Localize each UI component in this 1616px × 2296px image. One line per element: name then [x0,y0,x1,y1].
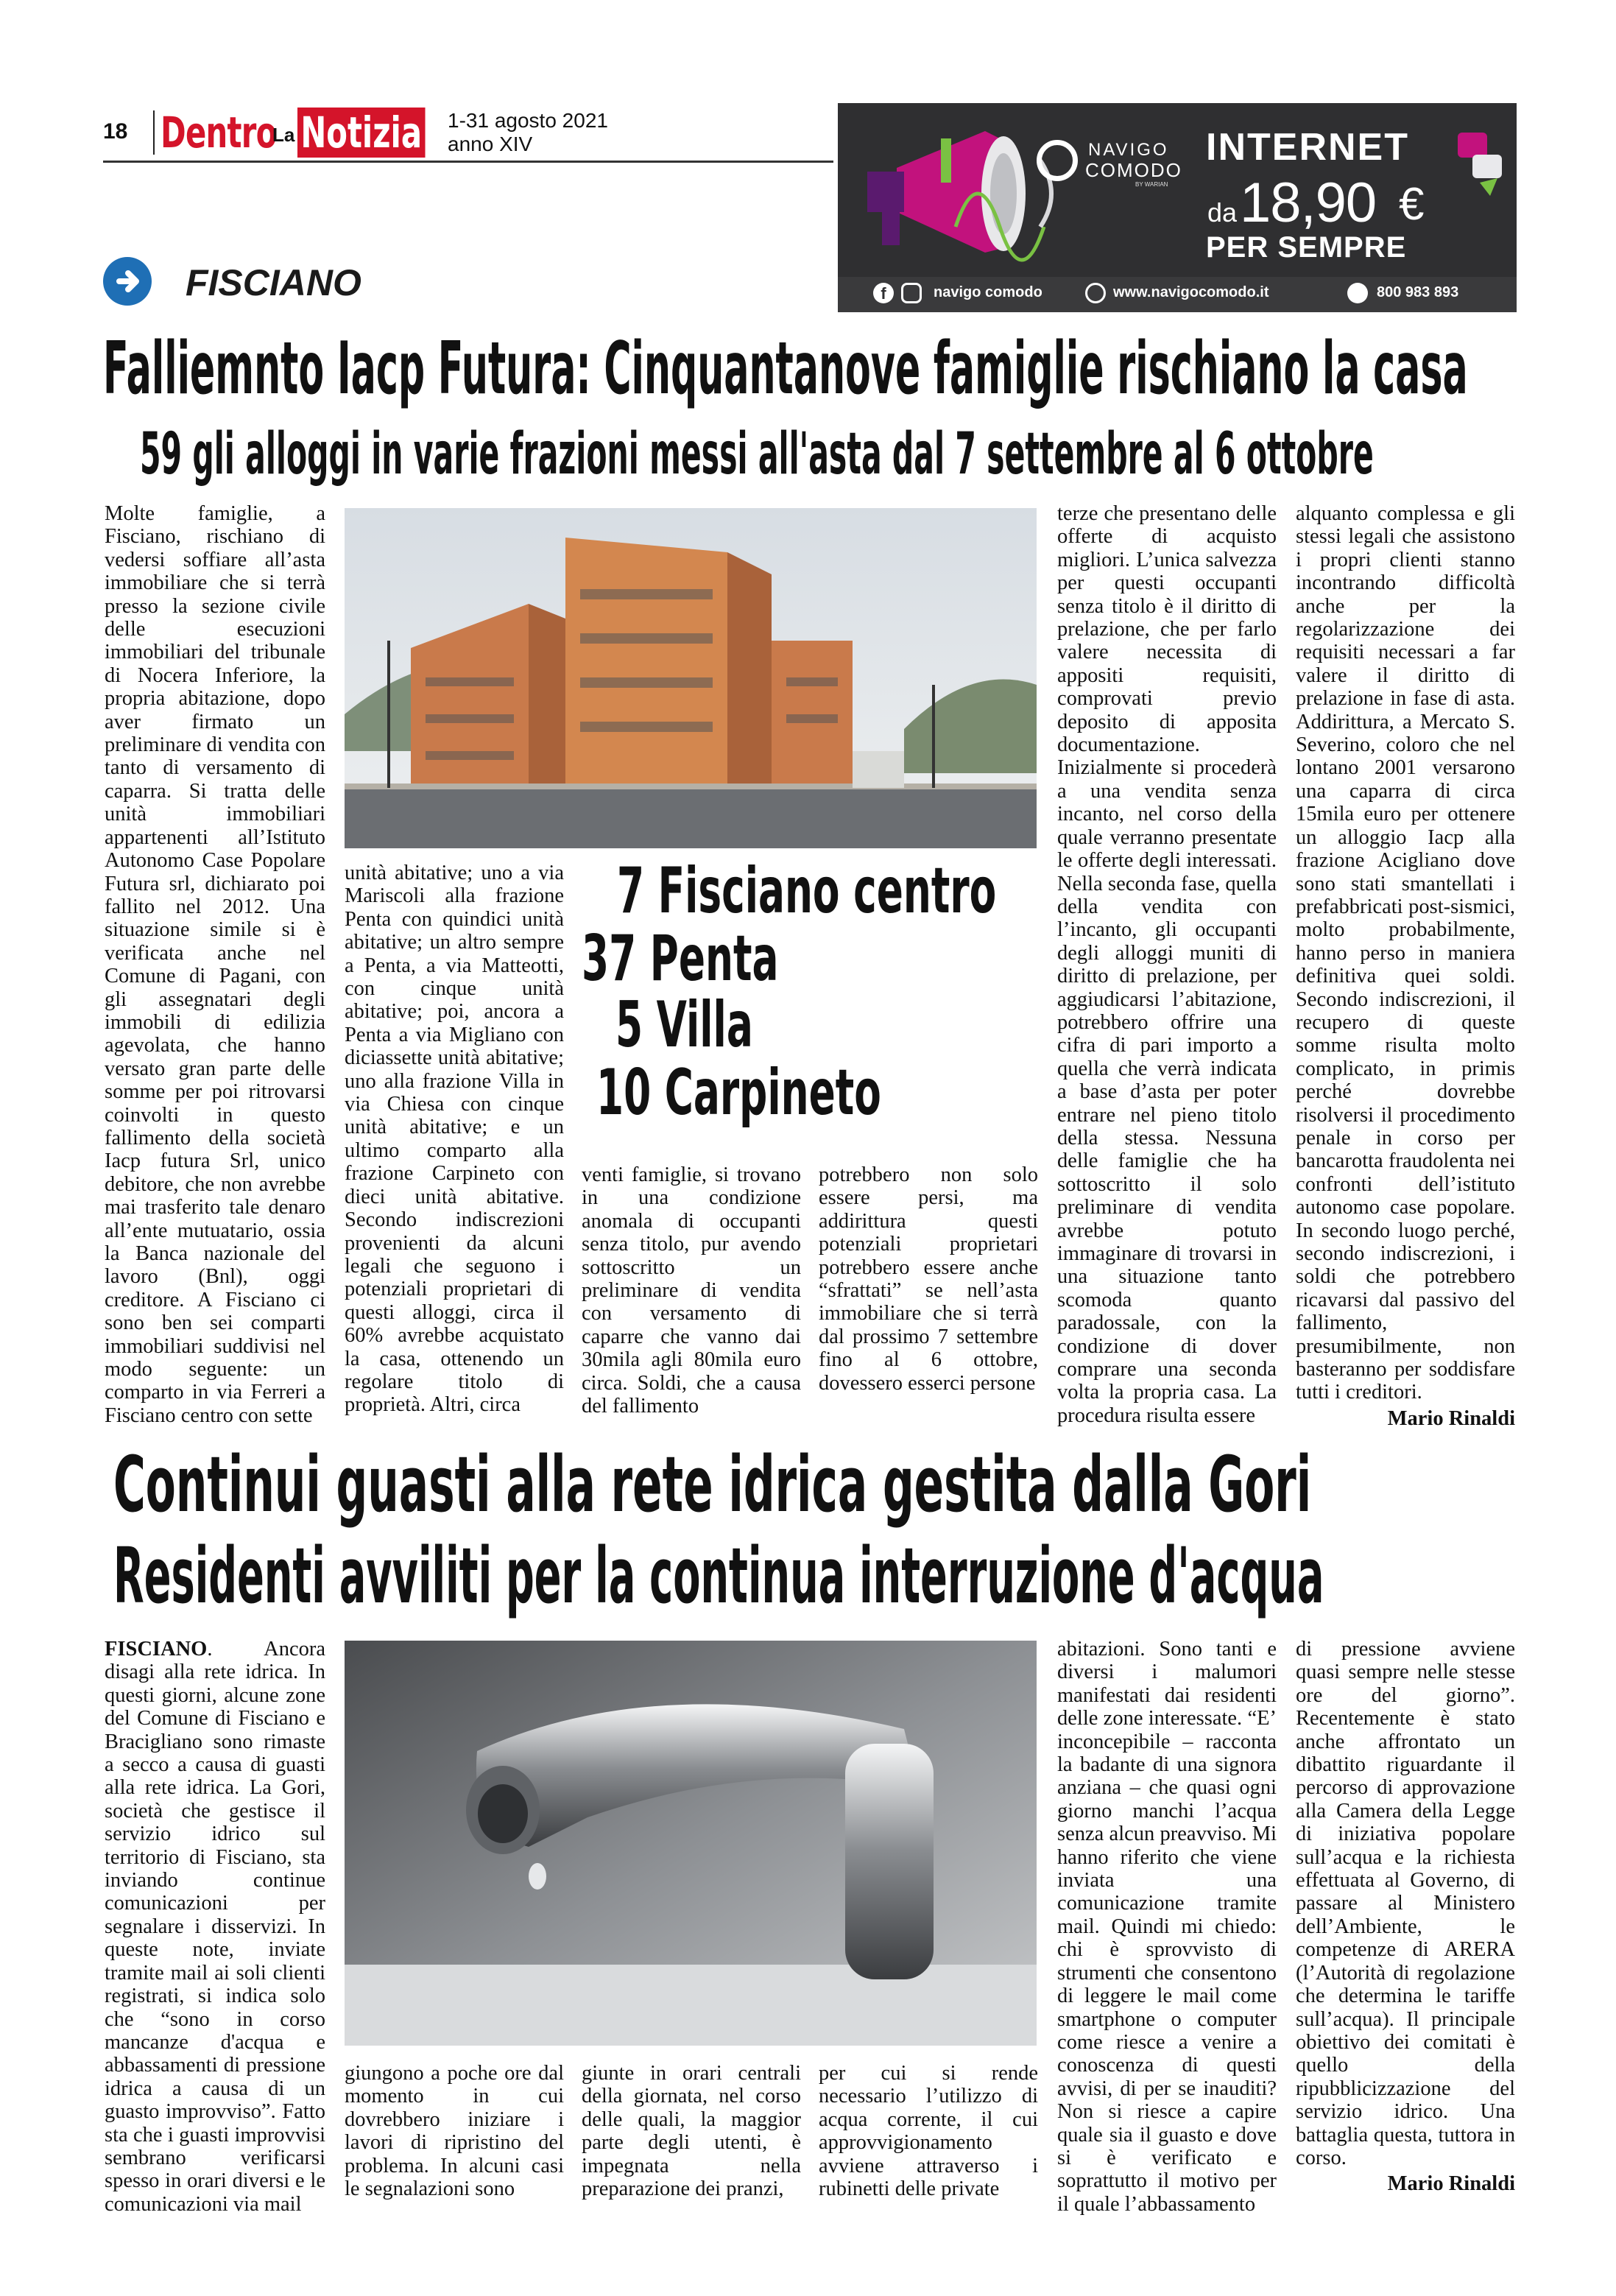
ad-phone[interactable]: 800 983 893 [1377,284,1459,300]
issue-date: 1-31 agosto 2021 [448,109,608,132]
article2-title: Continui guasti alla rete idrica gestita dalla Gori [113,1440,1312,1529]
instagram-icon[interactable] [901,283,922,303]
phone-icon [1347,283,1368,303]
article1-col5 [1057,502,1277,1427]
page-number: 18 [103,119,128,144]
article2-col6-text: di pressione avviene quasi sempre nelle stesse ore del giorno”. Recentemente è stato anche affrontato un dibattito riguardante il percorso di approvazione alla Camera della Legge di iniziativa popolare sull’acqua e la richiesta effettuata al Governo, di passare al Ministero dell’Ambiente, le competenze di ARERA (l’Autorità di regolazione che determina le tariffe sull’acqua). Il principale obiettivo dei comitati è quello della ripubblicizzazione del servizio idrico. Una battaglia questa, tuttora in corso. [1296,1638,1515,2169]
article2-col1-text: . Ancora disagi alla rete idrica. In questi giorni, alcune zone del Comune di Fisciano e Bracigliano sono rimaste a secco a causa di guasti alla rete idrica. La Gori, società che gestisce il servizio idrico sul territorio di Fisciano, sta inviando continue comunicazioni per segnalare i disservizi. In queste note, inviate tramite mail ai soli clienti registrati, si indica solo che “sono in corso mancanze d'acqua e abbassamenti di pressione idrica a causa di un guasto improvviso”. Fatto sta che i guasti improvvisi sembrano verificarsi spesso in orari diversi e le comunicazioni via mail [105,1638,325,2216]
navigo-comodo-ad[interactable] [838,103,1517,312]
article1-title: Falliemnto Iacp Futura: Cinquantanove famiglie rischiano la casa [103,327,1468,411]
logo-la: La [272,124,295,146]
logo-dentro: Dentro [160,108,277,158]
article1-subtitle: 59 gli alloggi in varie frazioni messi all'asta dal 7 settembre al 6 ottobre [140,421,1374,487]
faucet-photo [345,1641,1037,2046]
article1-col1-text: Molte famiglie, a Fisciano, rischiano di vedersi soffiare all’asta immobiliare che si terrà presso la sezione civile delle esecuzioni immobiliari del tribunale di Nocera Inferiore, la propria abitazione, dopo aver firmato un preliminare di vendita con tanto di versamento di caparra. Si tratta delle unità immobiliari appartenenti all’Istituto Autonomo Case Popolare Futura srl, dichiarato poi fallito nel 2012. Una situazione simile si è verificata anche nel Comune di Pagani, con gli assegnatari degli immobili di edilizia agevolata, che hanno versato gran parte delle somme per poi ritrovarsi coinvolti in questo fallimento della società Iacp futura Srl, unico debitore, che non avrebbe mai trasferito tale denaro all’ente mutuatario, ossia la Banca nazionale del lavoro (Bnl), oggi creditore. A Fisciano ci sono ben sei comparti immobiliari suddivisi nel modo seguente: un comparto in via Ferreri a Fisciano centro con sette [105,502,325,1427]
article2-col1 [105,1638,325,2216]
ad-brand-line2: COMODO [1085,159,1182,181]
article2-col2-text: giungono a poche ore dal momento in cui dovrebbero iniziare i lavori di ripristino del problema. In alcuni casi le segnalazioni sono [345,2062,564,2201]
callout-line-villa: 5 Villa [615,988,753,1062]
section-label: FISCIANO [186,262,361,303]
ad-currency: € [1399,179,1425,230]
article1-col4-text: potrebbero non solo essere persi, ma addirittura questi potenziali proprietari potrebbero essere anche “sfrattati” se nell’asta immobiliare che si terrà dal prossimo 7 settembre fino al 6 ottobre, dovessero esserci persone [819,1163,1038,1395]
ad-headline: INTERNET [1206,126,1409,169]
header-rule [103,161,833,163]
article1-col2 [345,862,564,1417]
ad-price: 18,90 [1240,172,1377,234]
ad-brand-tiny: BY WARIAN [1135,181,1168,188]
globe-icon [1085,283,1106,303]
megaphone-icon [853,116,1095,264]
article1-col4 [819,1163,1038,1396]
callout-line-penta: 37 Penta [582,922,779,996]
speech-bubble-icon [1455,130,1506,196]
facebook-icon[interactable]: f [873,283,894,303]
article2-col6 [1296,1638,1515,2196]
article2-col5 [1057,1638,1277,2216]
ad-brand-line1: NAVIGO [1088,140,1169,160]
article1-col6 [1296,502,1515,1430]
callout-line-fisciano: 7 Fisciano centro [617,854,997,928]
article1-col6-text: alquanto complessa e gli stessi legali che assistono i propri clienti stanno incontrando difficoltà anche per la regolarizzazione dei requisiti necessari a far valere il diritto di prelazione in fase di asta. Addirittura, a Mercato S. Severino, coloro che nel lontano 2001 versarono una caparra di circa 15mila euro per ottenere un alloggio Iacp alla frazione Acigliano dove sono stati smantellati i prefabbricati post-sismici, molto probabilmente, hanno perso in maniera definitiva quei soldi. Secondo indiscrezioni, il recupero di queste somme risulta molto complicato, in primis perché dovrebbe risolversi il procedimento penale in corso per bancarotta fraudolenta nei confronti dell’istituto autonomo case popolare. In secondo luogo perché, secondo indiscrezioni, i soldi che potrebbero ricavarsi dal passivo del fallimento, presumibilmente, non basteranno per soddisfare tutti i creditori. [1296,502,1515,1404]
alloggi-callout [582,854,1038,1134]
article2-col5-text: abitazioni. Sono tanti e diversi i malumori manifestati dai residenti delle zone interessate. “E’ inconcepibile – racconta la badante di una signora anziana – che quasi ogni giorno manchi l’acqua senza alcun preavviso. Mi hanno riferito che viene inviata una comunicazione tramite mail. Quindi mi chiedo: chi è sprovvisto di strumenti che consentono di leggere le mail come smartphone o computer come riesce a venire a conoscenza di questi avvisi, di per se inauditi? Non si riesce a capire quale sia il guasto e dove si è verificato e soprattutto il motivo per il quale l’abbassamento [1057,1638,1277,2216]
logo-notizia: Notizia [297,108,425,158]
article2-col4-text: per cui si rende necessario l’utilizzo di acqua corrente, il cui approvvigionamento avviene attraverso i rubinetti delle private [819,2062,1038,2201]
ad-website[interactable]: www.navigocomodo.it [1113,284,1269,300]
article2-col3-text: giunte in orari centrali della giornata, nel corso delle quali, la maggior parte degli utenti, è impegnata nella preparazione dei pranzi, [582,2062,801,2201]
issue-number: anno XIV [448,133,533,155]
article2-col4 [819,2062,1038,2201]
article1-col2-text: unità abitative; uno a via Mariscoli alla frazione Penta con quindici unità abitative; un altro sempre a Penta, a via Matteotti, con cinque unità abitative; poi, ancora a Penta a via Migliano con diciassette unità abitative; uno alla frazione Villa in via Chiesa con cinque unità abitative; e un ultimo comparto alla frazione Carpineto con dieci unità abitative. Secondo indiscrezioni provenienti da alcuni legali che seguono i potenziali proprietari di questi alloggi, circa il 60% avrebbe acquistato la casa, ottenendo un regolare titolo di proprietà. Altri, circa [345,862,564,1417]
building-photo [345,508,1037,848]
article2-col2 [345,2062,564,2201]
article2-author: Mario Rinaldi [1387,2172,1515,2196]
ad-social: navigo comodo [934,284,1042,300]
article1-col5-text: terze che presentano delle offerte di acquisto migliori. L’unica salvezza per questi occupanti senza titolo è il diritto di prelazione, che per farlo valere necessita di appositi requisiti, comprovati previo deposito di apposita documentazione. Inizialmente si procederà a una vendita senza incanto, nel corso della quale verranno presentate le offerte degli interessati. Nella seconda fase, quella della vendita con l’incanto, gli occupanti degli alloggi muniti di diritto di prelazione, per aggiudicarsi l’abitazione, potrebbero offrire una cifra di pari importo a quella che verrà indicata a base d’asta per poter entrare nel pieno titolo della stessa. Nessuna delle famiglie che ha sottoscritto il solo preliminare di vendita avrebbe potuto immaginare di trovarsi in una situazione tanto scomoda quanto paradossale, con la condizione di dover comprare una seconda volta la propria casa. La procedura risulta essere [1057,502,1277,1427]
ad-tagline: PER SEMPRE [1206,231,1407,264]
article2-dateline: FISCIANO [105,1638,208,1661]
ad-price-prefix: da [1207,197,1238,228]
article1-author: Mario Rinaldi [1387,1406,1515,1430]
article2-col3 [582,2062,801,2201]
arrow-right-icon [103,257,152,306]
article1-col1 [105,502,325,1427]
article2-subtitle: Residenti avviliti per la continua interruzione d'acqua [113,1531,1324,1621]
page-header [103,103,839,162]
article1-col3 [582,1163,801,1418]
callout-line-carpineto: 10 Carpineto [596,1056,881,1130]
article1-col3-text: venti famiglie, si trovano in una condizione anomala di occupanti senza titolo, pur avendo sottoscritto un preliminare di vendita con versamento di caparre che vanno dai 30mila agli 80mila euro circa. Soldi, che a causa del fallimento [582,1163,801,1418]
navigo-logo-icon [1037,140,1078,181]
section-header [103,254,833,313]
header-divider [153,110,155,155]
